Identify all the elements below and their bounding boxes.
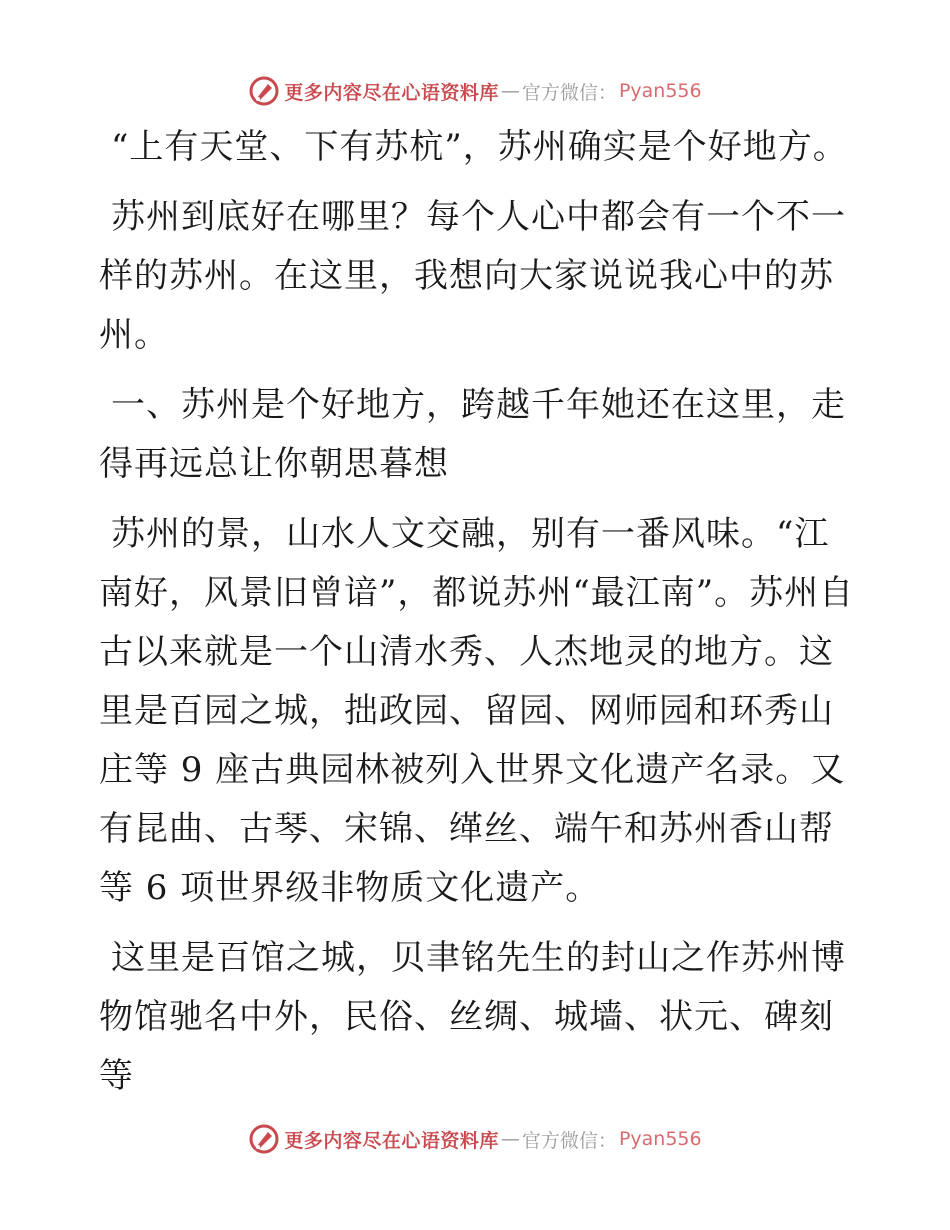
- section-heading: 一、苏州是个好地方，跨越千年她还在这里，走得再远总让你朝思暮想: [99, 385, 846, 484]
- footer-wechat-label: 官方微信：: [521, 1129, 617, 1152]
- header-banner: [0, 71, 950, 111]
- paragraph-1: “上有天堂、下有苏杭”，苏州确实是个好地方。: [111, 127, 848, 167]
- pen-nib-icon: [248, 75, 280, 107]
- pen-nib-icon: [248, 1123, 280, 1155]
- footer-separator: —: [500, 1128, 520, 1150]
- header-wechat-id: Pyan556: [618, 80, 702, 102]
- header-separator: —: [500, 80, 520, 102]
- footer-brand: 更多内容尽在心语资料库: [284, 1129, 499, 1152]
- footer-banner: [0, 1119, 950, 1159]
- header-brand: 更多内容尽在心语资料库: [284, 81, 499, 104]
- header-wechat-label: 官方微信：: [521, 81, 617, 104]
- paragraph-4: 这里是百馆之城，贝聿铭先生的封山之作苏州博物馆驰名中外，民俗、丝绸、城墙、状元、碑刻等: [99, 938, 846, 1096]
- paragraph-3: 苏州的景，山水人文交融，别有一番风味。“江南好，风景旧曾谙”，都说苏州“最江南”。苏州自古以来就是一个山清水秀、人杰地灵的地方。这里是百园之城，拙政园、留园、网师园和环秀山庄等 9 座古典园林被列入世界文化遗产名录。又有昆曲、古琴、宋锦、缂丝、端午和苏州香山帮等 6 项世界级非物质文化遗产。: [99, 514, 855, 908]
- paragraph-2: 苏州到底好在哪里？每个人心中都会有一个不一样的苏州。在这里，我想向大家说说我心中的苏州。: [99, 197, 846, 355]
- footer-wechat-id: Pyan556: [618, 1128, 702, 1150]
- document-body: [99, 118, 859, 1117]
